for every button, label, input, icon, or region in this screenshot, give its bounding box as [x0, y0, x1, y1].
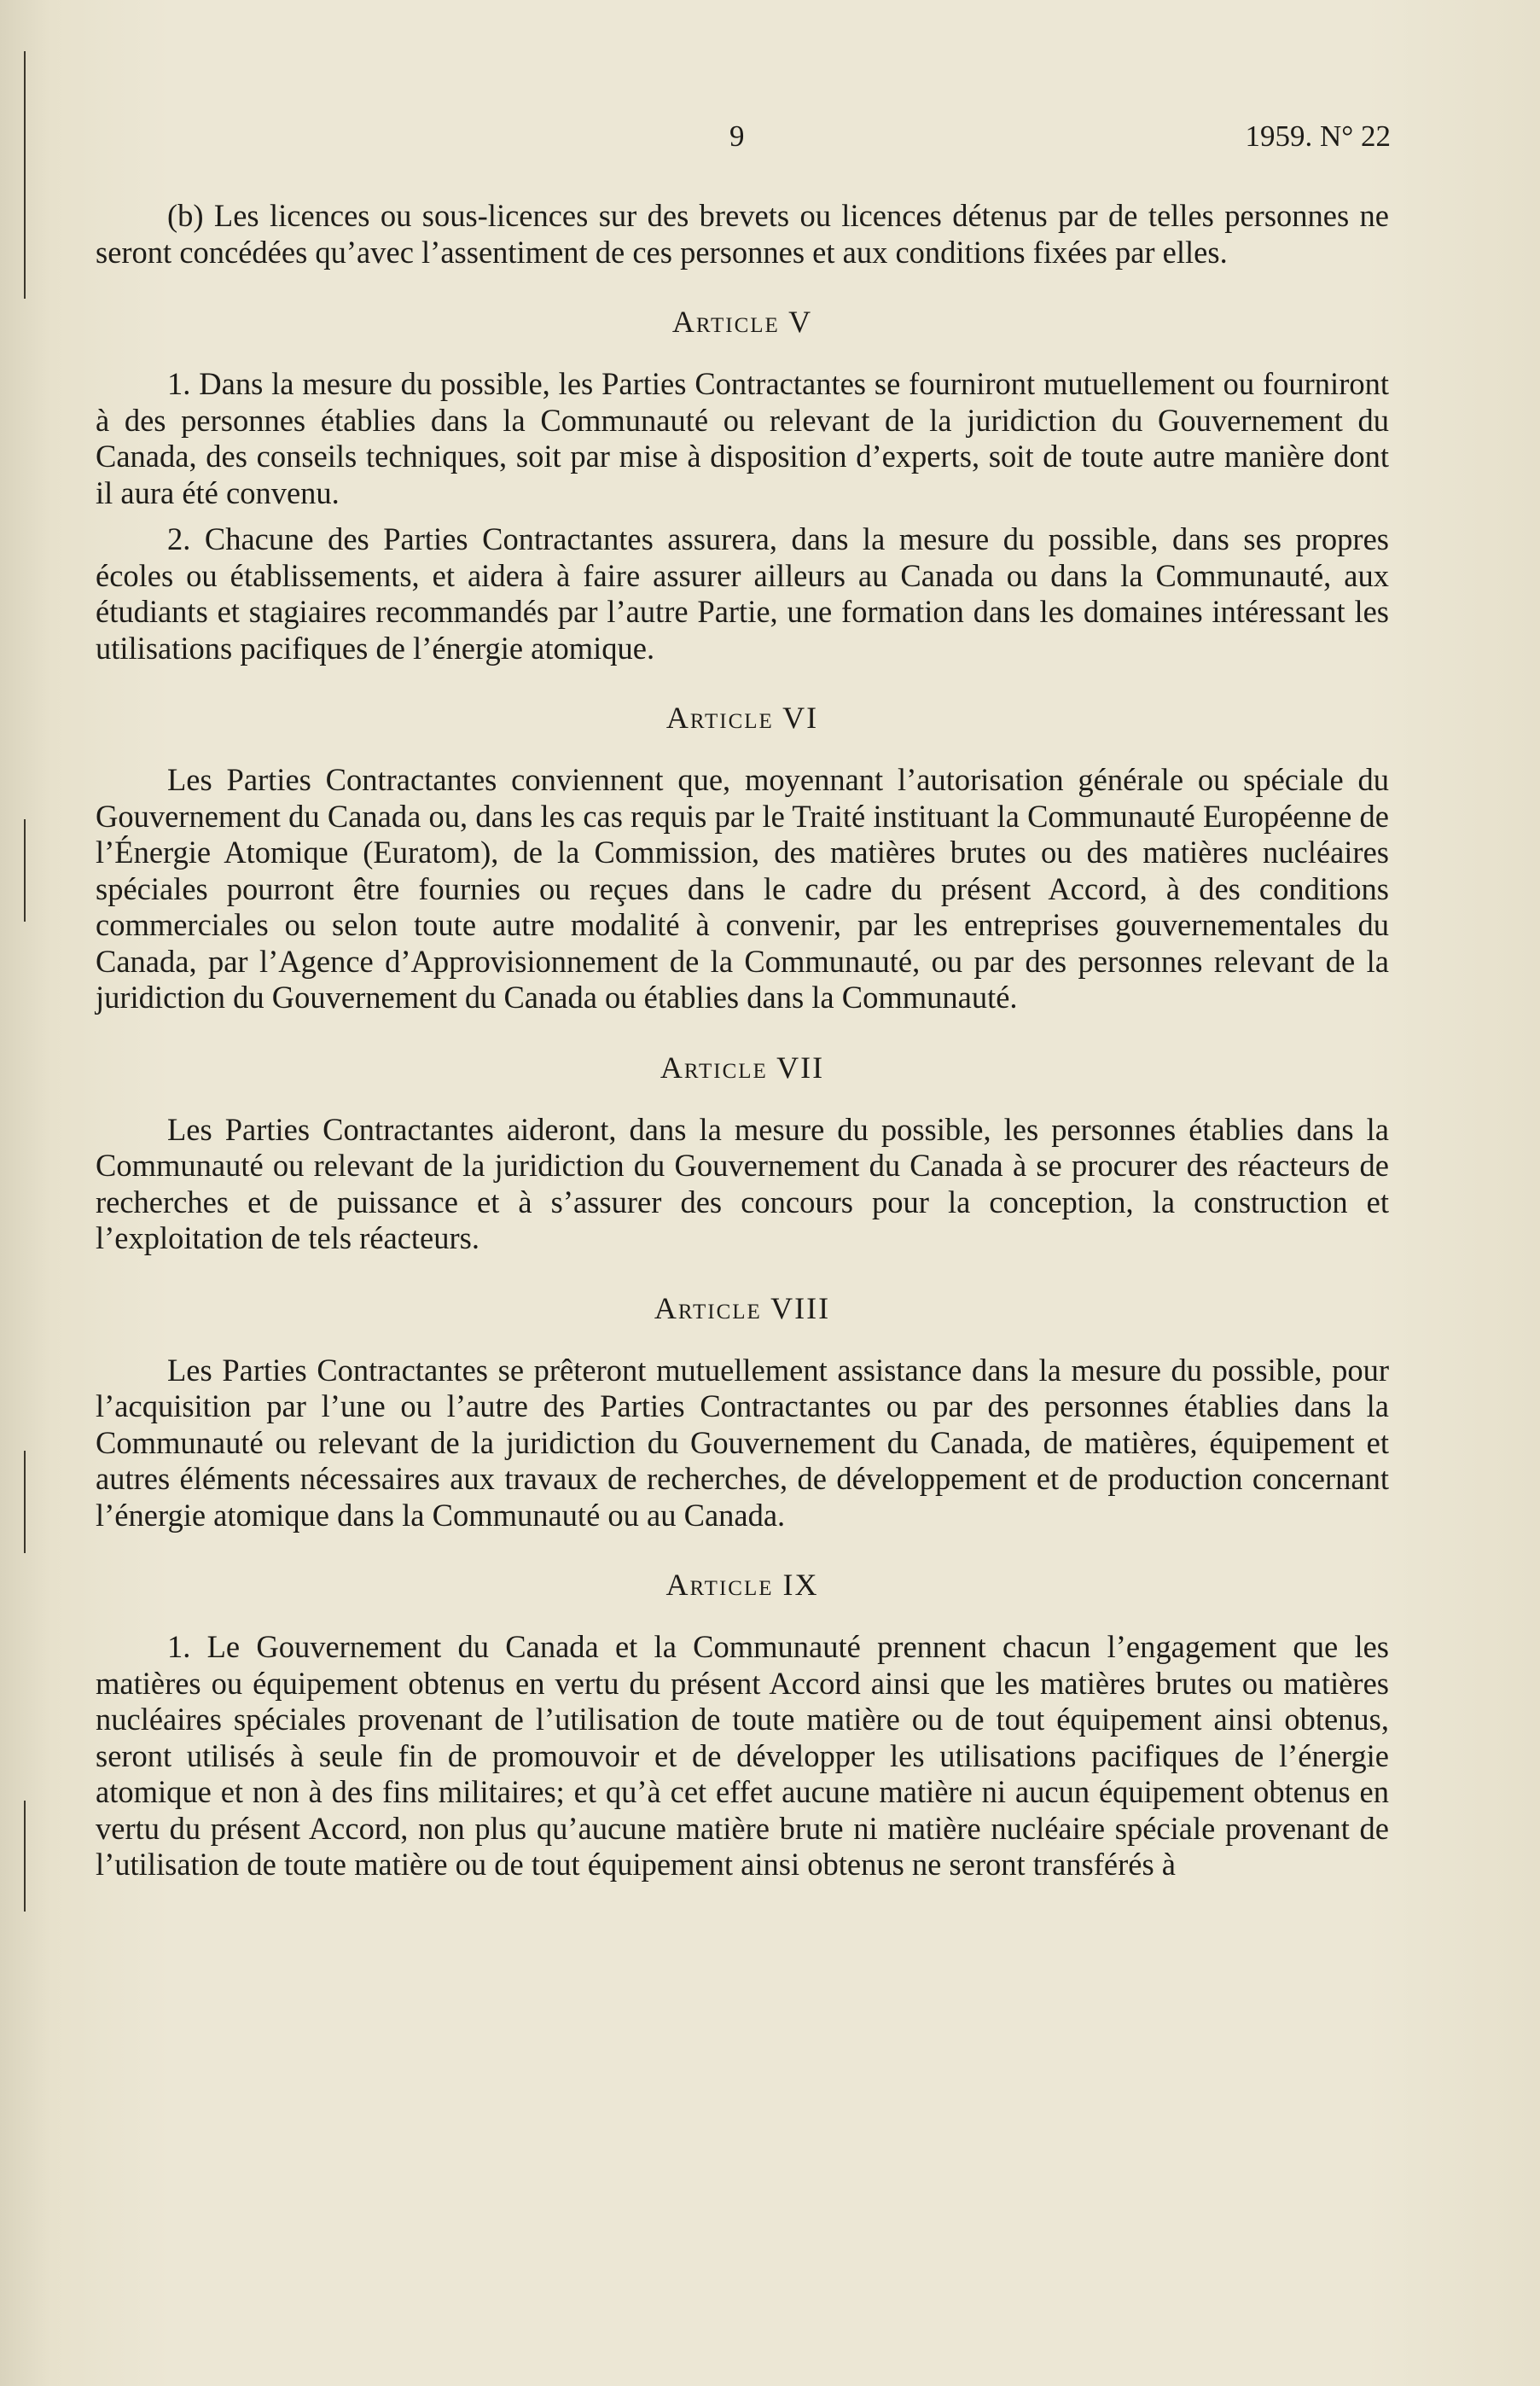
binding-edge-line: [24, 819, 26, 922]
article-vii: [96, 1049, 1389, 1257]
document-reference: 1959. N° 22: [1245, 119, 1391, 153]
article-v: [96, 303, 1389, 666]
article-title-text: Article VII: [660, 1050, 825, 1085]
paragraph-b: (b) Les licences ou sous-licences sur des brevets ou licences détenus par de telles personnes ne seront concédées qu’avec l’assentiment de ces personnes et aux conditions fixées par elles.: [96, 198, 1389, 270]
article-paragraph: 1. Dans la mesure du possible, les Parties Contractantes se fourniront mutuellement ou fourniront à des personnes établies dans la Communauté ou relevant de la juridiction du Gouvernement du Canada, des conseils techniques, soit par mise à disposition d’experts, soit de toute autre manière dont il aura été convenu.: [96, 366, 1389, 510]
binding-edge-line: [24, 1801, 26, 1912]
article-title: [96, 1289, 1389, 1327]
article-title-text: Article VI: [665, 701, 819, 735]
article-paragraph: 2. Chacune des Parties Contractantes assurera, dans la mesure du possible, dans ses propres écoles ou établissements, et aidera à faire assurer ailleurs au Canada ou dans la Communauté, aux étudiants et stagiaires recommandés par l’autre Partie, une formation dans les domaines intéressant les utilisations pacifiques de l’énergie atomique.: [96, 521, 1389, 666]
binding-edge-line: [24, 1451, 26, 1553]
article-title-text: Article VIII: [654, 1290, 831, 1325]
article-title: [96, 303, 1389, 340]
article-paragraph: 1. Le Gouvernement du Canada et la Communauté prennent chacun l’engagement que les matières ou équipement obtenus en vertu du présent Accord ainsi que les matières brutes ou matières nucléaires spéciales provenant de l’utilisation de toute matière ou de tout équipement ainsi obtenus, seront utilisés à seule fin de promouvoir et de développer les utilisations pacifiques de l’énergie atomique et non à des fins militaires; et qu’à cet effet aucune matière ni aucun équipement obtenus en vertu du présent Accord, non plus qu’aucune matière brute ni matière nucléaire spéciale provenant de l’utilisation de toute matière ou de tout équipement ainsi obtenus ne seront transférés à: [96, 1629, 1389, 1882]
article-title-text: Article V: [671, 305, 813, 339]
article-vi: [96, 699, 1389, 1016]
document-body: [96, 198, 1389, 1883]
article-title: [96, 699, 1389, 736]
page-number: 9: [729, 119, 745, 153]
binding-edge-line: [24, 51, 26, 299]
article-paragraph: Les Parties Contractantes se prêteront mutuellement assistance dans la mesure du possible, pour l’acquisition par l’une ou l’autre des Parties Contractantes ou par des personnes établies dans la Communauté ou relevant de la juridiction du Gouvernement du Canada, de matières, équipement et autres éléments nécessaires aux travaux de recherches, de développement et de production concernant l’énergie atomique dans la Communauté ou au Canada.: [96, 1352, 1389, 1533]
article-title: [96, 1049, 1389, 1086]
article-title-text: Article IX: [665, 1568, 819, 1602]
article-viii: [96, 1289, 1389, 1534]
page-header: [0, 119, 1540, 171]
article-paragraph: Les Parties Contractantes conviennent que, moyennant l’autorisation générale ou spéciale du Gouvernement du Canada ou, dans les cas requis par le Traité instituant la Communauté Européenne de l’Énergie Atomique (Euratom), de la Commission, des matières brutes ou des matières nucléaires spéciales pourront être fournies ou reçues dans le cadre du présent Accord, à des conditions commerciales ou selon toute autre modalité à convenir, par les entreprises gouvernementales du Canada, par l’Agence d’Approvisionnement de la Communauté, ou par des personnes relevant de la juridiction du Gouvernement du Canada ou établies dans la Communauté.: [96, 762, 1389, 1015]
article-paragraph: Les Parties Contractantes aideront, dans la mesure du possible, les personnes établies dans la Communauté ou relevant de la juridiction du Gouvernement du Canada à se procurer des réacteurs de recherches et de puissance et à s’assurer des concours pour la conception, la construction et l’exploitation de tels réacteurs.: [96, 1111, 1389, 1255]
article-ix: [96, 1566, 1389, 1883]
article-title: [96, 1566, 1389, 1603]
